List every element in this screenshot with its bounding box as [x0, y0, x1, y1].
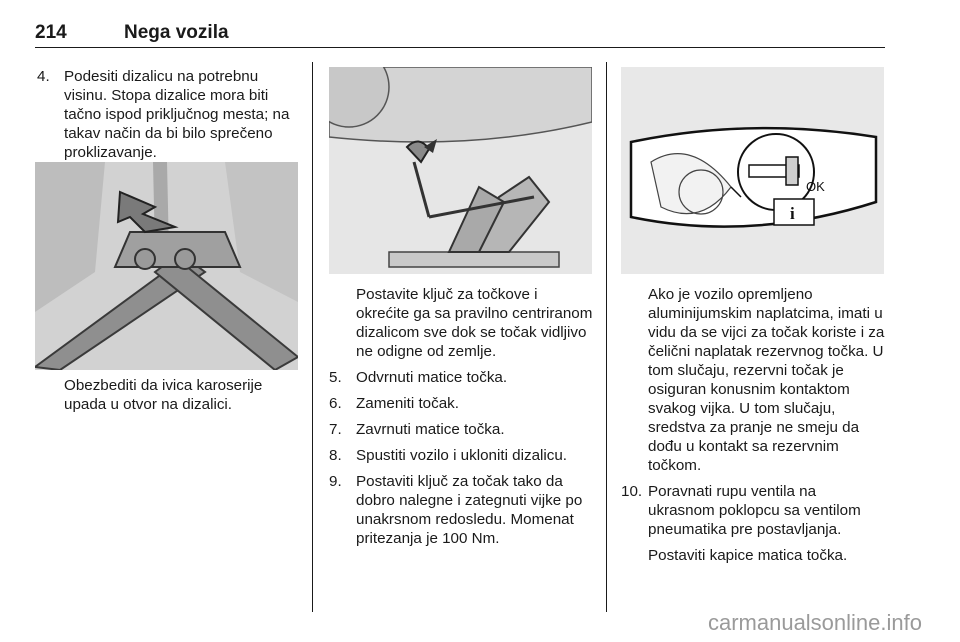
jack-wrench-figure [329, 67, 592, 274]
step-4 [37, 67, 302, 162]
step-6 [329, 394, 594, 413]
step-8 [329, 446, 594, 465]
step-10 [621, 482, 886, 539]
step-number: 6. [329, 395, 342, 412]
step-number: 4. [37, 68, 50, 85]
step-text: Spustiti vozilo i ukloniti dizalicu. [356, 447, 568, 464]
column-divider [312, 62, 313, 612]
note-text: Obezbediti da ivica karoserije upada u otvor na dizalici. [64, 377, 263, 413]
final-text: Postaviti kapice matica točka. [648, 547, 848, 564]
step-number: 5. [329, 369, 342, 386]
step-number: 9. [329, 473, 342, 490]
step-number: 8. [329, 447, 342, 464]
step-text: Poravnati rupu ventila na ukrasnom poklopcu sa ventilom pneumatika pre postavljanja. [648, 483, 861, 538]
column-2 [329, 285, 594, 555]
column-1 [37, 67, 302, 169]
step-number: 10. [621, 483, 643, 500]
column-1-note [37, 376, 302, 414]
page-header [35, 22, 885, 50]
jack-contact-figure [35, 162, 298, 370]
step-text: Zameniti točak. [356, 395, 459, 412]
page-number: 214 [35, 22, 67, 43]
section-title: Nega vozila [124, 22, 229, 43]
step-9 [329, 472, 594, 548]
step-text: Podesiti dizalicu na potrebnu visinu. Stopa dizalice mora biti tačno ispod priključnog mesta; na takav način da bi bilo sprečeno proklizavanje. [64, 68, 290, 161]
figure-label: OK [806, 179, 825, 194]
header-rule [35, 47, 885, 48]
step-text: Odvrnuti matice točka. [356, 369, 508, 386]
wheel-bolt-figure [621, 67, 884, 274]
step-number: 7. [329, 421, 342, 438]
column-3 [621, 285, 886, 565]
info-icon: i [790, 204, 795, 223]
step-text: Postaviti ključ za točak tako da dobro nalegne i zategnuti vijke po unakrsnom redosledu. Momenat pritezanja je 100 Nm. [356, 473, 583, 547]
intro-text: Ako je vozilo opremljeno aluminijumskim naplatcima, imati u vidu da se vijci za točak koriste i za čelični naplatak rezervnog točka. U tom slučaju, rezervni točak je osiguran konusnim kontaktom svakog vijka. U tom slučaju, sredstva za pranje ne smeju da dođu u kontakt sa rezervnim točkom. [648, 286, 885, 474]
step-7 [329, 420, 594, 439]
column-divider [606, 62, 607, 612]
watermark: carmanualsonline.info [707, 610, 922, 635]
intro-text: Postavite ključ za točkove i okrećite ga sa pravilno centriranom dizalicom sve dok se točak vidljivo ne odigne od zemlje. [356, 286, 593, 360]
step-5 [329, 368, 594, 387]
step-text: Zavrnuti matice točka. [356, 421, 505, 438]
